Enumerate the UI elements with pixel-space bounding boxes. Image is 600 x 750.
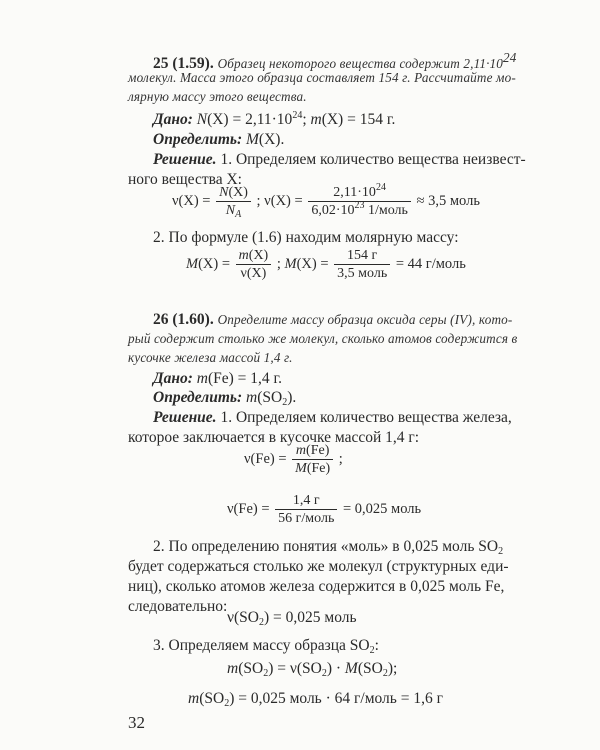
- problem-25-statement-line2: молекул. Масса этого образца составляет 154 г. Рассчитайте мо-: [128, 70, 516, 85]
- problem-25-find: Определить: M(X).: [153, 131, 285, 148]
- page-number: 32: [128, 713, 145, 732]
- problem-25-label: 25 (1.59).: [153, 55, 214, 72]
- problem-25-solution-line2: ного вещества X:: [128, 171, 242, 188]
- problem-25-given: Дано: $N(X) = 2,11\cdot 10^{24}$; m(X) = 154 г.: [153, 110, 396, 128]
- formula-amount-of-substance-x: ν(X) = $\frac{N(X)}{N_A}$ ; ν(X) = $\frac{2,11\cdot 10^{24}}{6,02\cdot 10^{23} 1/моль}$ ≈ 3,5 моль: [172, 182, 480, 220]
- problem-26-label: 26 (1.60).: [153, 311, 214, 328]
- problem-26-solution-line1: Решение. 1. Определяем количество вещества железа,: [153, 409, 512, 426]
- problem-26-statement-line2: рый содержит столько же молекул, сколько атомов содержится в: [128, 331, 518, 346]
- formula-amount-of-iron-numeric: ν(Fe) = $\frac{1,4 г}{\text{56 г/моль}}$ = 0,025 моль: [227, 493, 422, 526]
- problem-25-statement-line1: 25 (1.59). Образец некоторого вещества содержит $2,11\cdot 10^{24}$: [153, 50, 517, 72]
- problem-26-find: Определить: $m(SO_2)$.: [153, 389, 297, 408]
- formula-amount-of-iron-symbolic: ν(Fe) = $\frac{m(Fe)}{M(Fe)}$ ;: [244, 443, 343, 476]
- problem-26-step2-line3: ниц), сколько атомов железа содержится в 0,025 моль Fe,: [128, 578, 505, 595]
- problem-26-step3: 3. Определяем массу образца $SO_2$:: [153, 637, 379, 656]
- formula-mass-so2-symbolic: $m(SO_2) = \nu(SO_2) \cdot M(SO_2)$;: [227, 660, 398, 679]
- formula-amount-so2: $\nu(SO_2) = 0,025$ моль: [227, 609, 357, 628]
- problem-25-solution-line1: Решение. 1. Определяем количество вещества неизвест-: [153, 151, 526, 168]
- problem-26-step2-line2: будет содержаться столько же молекул (структурных еди-: [128, 558, 509, 575]
- formula-molar-mass-x: M(X) = $\frac{m(X)}{\nu(X)}$ ; M(X) = $\frac{154 г}{\text{3,5 моль}}$ = 44 г/моль: [186, 248, 466, 281]
- problem-26-step2-line1: 2. По определению понятия «моль» в 0,025 моль $SO_2$: [153, 538, 504, 557]
- formula-mass-so2-numeric: $m(SO_2) = 0,025$ моль · 64 г/моль = 1,6 г: [188, 690, 443, 709]
- problem-25-step2: 2. По формуле (1.6) находим молярную массу:: [153, 229, 459, 246]
- problem-25-statement-line3: лярную массу этого вещества.: [128, 89, 307, 104]
- problem-26-step2-line4: следовательно:: [128, 598, 228, 615]
- problem-26-statement-line3: кусочке железа массой 1,4 г.: [128, 350, 293, 365]
- problem-26-statement-line1: 26 (1.60). Определите массу образца оксида серы (IV), кото-: [153, 311, 513, 328]
- problem-26-given: Дано: m(Fe) = 1,4 г.: [153, 370, 282, 387]
- problem-26-solution-line2: которое заключается в кусочке массой 1,4 г:: [128, 429, 420, 446]
